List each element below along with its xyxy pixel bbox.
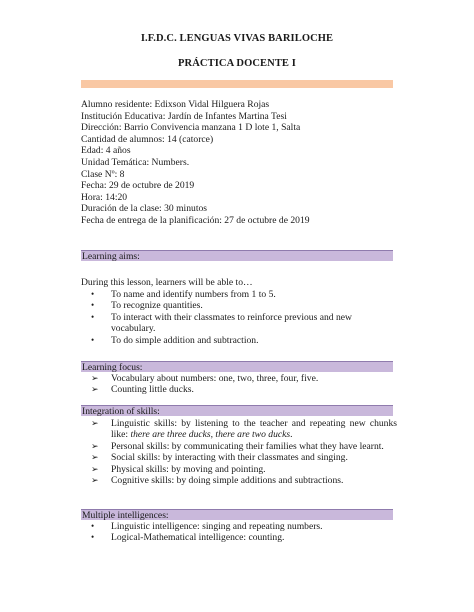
arrow-bullet-icon: ➢ xyxy=(91,475,99,486)
integration-skills-list xyxy=(81,418,397,486)
section-heading-learning-focus xyxy=(81,361,393,372)
list-item-text: Vocabulary about numbers: one, two, three, four, five. xyxy=(111,373,319,384)
arrow-bullet-icon: ➢ xyxy=(91,418,99,428)
list-item-text: Linguistic intelligence: singing and repeating numbers. xyxy=(111,521,323,532)
list-item-text: Cognitive skills: by doing simple additions and subtractions. xyxy=(111,475,344,487)
section-heading-multiple-intelligences xyxy=(81,509,393,520)
info-line: Fecha de entrega de la planificación: 27 de octubre de 2019 xyxy=(81,214,310,226)
list-item xyxy=(81,464,397,475)
info-line: Hora: 14:20 xyxy=(81,191,128,203)
list-item xyxy=(81,418,397,441)
arrow-bullet-icon: ➢ xyxy=(91,463,99,474)
info-line: Alumno residente: Edixson Vidal Hilguera Rojas xyxy=(81,99,270,110)
arrow-bullet-icon: ➢ xyxy=(91,440,99,451)
list-item xyxy=(81,335,397,346)
learning-aims-list xyxy=(81,289,397,346)
multiple-intelligences-list xyxy=(81,521,397,544)
list-item xyxy=(81,384,397,395)
bullet-icon: • xyxy=(91,532,95,543)
arrow-bullet-icon: ➢ xyxy=(91,384,99,395)
arrow-bullet-icon: ➢ xyxy=(91,452,99,463)
info-line: Unidad Temática: Numbers. xyxy=(81,156,190,168)
list-item xyxy=(81,521,397,532)
aims-intro: During this lesson, learners will be able to… xyxy=(81,277,253,288)
bullet-icon: • xyxy=(91,521,95,531)
list-item-text: To do simple addition and subtraction. xyxy=(111,334,259,346)
list-item-example: there are three ducks, there are two ducks xyxy=(130,429,291,441)
institution-title: I.F.D.C. LENGUAS VIVAS BARILOCHE xyxy=(140,33,334,44)
section-heading-label: Integration of skills: xyxy=(82,406,160,417)
info-line: Institución Educativa: Jardín de Infantes Martina Tesi xyxy=(81,110,287,122)
info-line: Clase Nº: 8 xyxy=(81,168,125,180)
list-item-text: To name and identify numbers from 1 to 5. xyxy=(111,289,276,300)
list-item xyxy=(81,441,397,452)
bullet-icon: • xyxy=(91,311,95,322)
section-heading-label: Learning aims: xyxy=(82,251,140,262)
document-subtitle: PRÁCTICA DOCENTE I xyxy=(178,58,296,69)
list-item xyxy=(81,475,397,486)
info-line: Duración de la clase: 30 minutos xyxy=(81,203,208,215)
list-item-punct: . xyxy=(290,429,293,441)
section-heading-label: Learning focus: xyxy=(82,362,143,373)
info-line: Cantidad de alumnos: 14 (catorce) xyxy=(81,133,214,145)
info-line: Dirección: Barrio Convivencia manzana 1 D lote 1, Salta xyxy=(81,122,301,134)
bullet-icon: • xyxy=(91,289,95,299)
list-item-text: Counting little ducks. xyxy=(111,384,194,396)
accent-divider xyxy=(81,80,393,88)
info-line: Fecha: 29 de octubre de 2019 xyxy=(81,180,195,192)
list-item xyxy=(81,289,397,300)
list-item-text: To recognize quantities. xyxy=(111,300,203,312)
list-item xyxy=(81,532,397,543)
list-item-text: Logical-Mathematical intelligence: counting. xyxy=(111,532,285,544)
section-heading-label: Multiple intelligences: xyxy=(82,510,169,521)
list-item xyxy=(81,300,397,311)
list-item xyxy=(81,452,397,463)
bullet-icon: • xyxy=(91,300,95,311)
list-item-text: Social skills: by interacting with their classmates and singing. xyxy=(111,452,348,464)
section-heading-integration-of-skills xyxy=(81,405,393,416)
info-line: Edad: 4 años xyxy=(81,145,131,157)
list-item xyxy=(81,373,397,384)
list-item xyxy=(81,312,397,335)
list-item-text: Personal skills: by communicating their families what they have learnt. xyxy=(111,440,384,452)
section-heading-learning-aims xyxy=(81,250,393,261)
lesson-info-block xyxy=(81,99,401,227)
list-item-text: Physical skills: by moving and pointing. xyxy=(111,463,266,475)
arrow-bullet-icon: ➢ xyxy=(91,373,99,383)
bullet-icon: • xyxy=(91,334,95,345)
list-item-text: Linguistic skills: by listening to the teacher and repeating new chunks like: xyxy=(111,418,397,441)
learning-focus-list xyxy=(81,373,397,396)
list-item-text: To interact with their classmates to reinforce previous and new vocabulary. xyxy=(111,311,352,335)
